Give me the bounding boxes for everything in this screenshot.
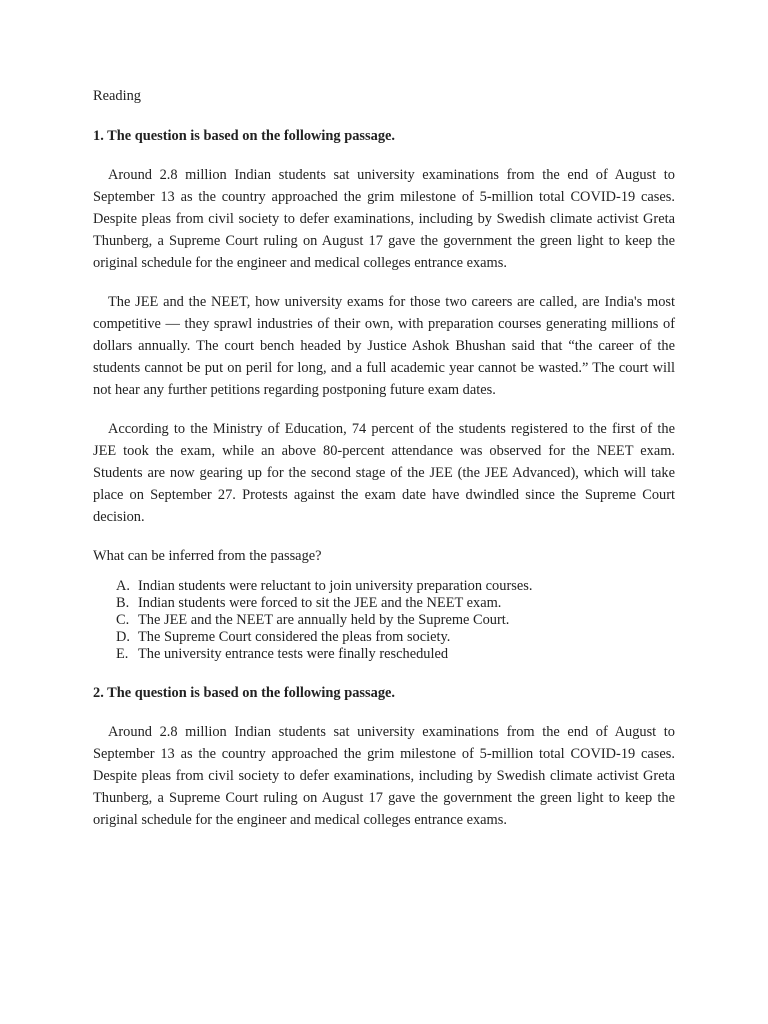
- question-1-options: [93, 578, 675, 663]
- option-b: [93, 595, 675, 612]
- option-text: The JEE and the NEET are annually held by the Supreme Court.: [138, 612, 510, 628]
- option-d: [93, 629, 675, 646]
- question-1: [93, 125, 675, 663]
- question-2: [93, 682, 675, 831]
- option-letter: B.: [116, 595, 130, 611]
- question-1-paragraph-1: Around 2.8 million Indian students sat university examinations from the end of August to September 13 as the country approached the grim milestone of 5-million total COVID-19 cases. Despite pleas from civil society to defer examinations, including by Swedish climate activist Greta Thunberg, a Supreme Court ruling on August 17 gave the government the green light to keep the original schedule for the engineer and medical colleges entrance exams.: [93, 167, 675, 271]
- option-letter: C.: [116, 612, 130, 628]
- option-e: [93, 646, 675, 663]
- option-text: The university entrance tests were finally rescheduled: [138, 646, 449, 662]
- question-2-paragraph-1: Around 2.8 million Indian students sat university examinations from the end of August to September 13 as the country approached the grim milestone of 5-million total COVID-19 cases. Despite pleas from civil society to defer examinations, including by Swedish climate activist Greta Thunberg, a Supreme Court ruling on August 17 gave the government the green light to keep the original schedule for the engineer and medical colleges entrance exams.: [93, 724, 675, 828]
- document-page: [93, 85, 675, 848]
- question-1-prompt: What can be inferred from the passage?: [93, 548, 322, 564]
- question-1-paragraph-3: According to the Ministry of Education, 74 percent of the students registered to the first of the JEE took the exam, while an above 80-percent attendance was observed for the NEET exam. Students are now gearing up for the second stage of the JEE (the JEE Advanced), which will take place on September 27. Protests against the exam date have dwindled since the Supreme Court decision.: [93, 421, 675, 525]
- option-text: Indian students were reluctant to join university preparation courses.: [138, 578, 533, 594]
- option-text: The Supreme Court considered the pleas from society.: [138, 629, 451, 645]
- question-1-paragraph-2: The JEE and the NEET, how university exams for those two careers are called, are India's most competitive — they sprawl industries of their own, with preparation courses generating millions of dollars annually. The court bench headed by Justice Ashok Bhushan said that “the career of the students cannot be put on peril for long, and a full academic year cannot be wasted.” The court will not hear any further petitions regarding postponing future exam dates.: [93, 294, 675, 398]
- question-2-heading: 2. The question is based on the following passage.: [93, 685, 395, 701]
- option-letter: A.: [116, 578, 130, 594]
- option-a: [93, 578, 675, 595]
- question-1-heading: 1. The question is based on the following passage.: [93, 128, 395, 144]
- section-label: Reading: [93, 88, 141, 104]
- option-c: [93, 612, 675, 629]
- option-letter: D.: [116, 629, 130, 645]
- option-letter: E.: [116, 646, 129, 662]
- option-text: Indian students were forced to sit the JEE and the NEET exam.: [138, 595, 502, 611]
